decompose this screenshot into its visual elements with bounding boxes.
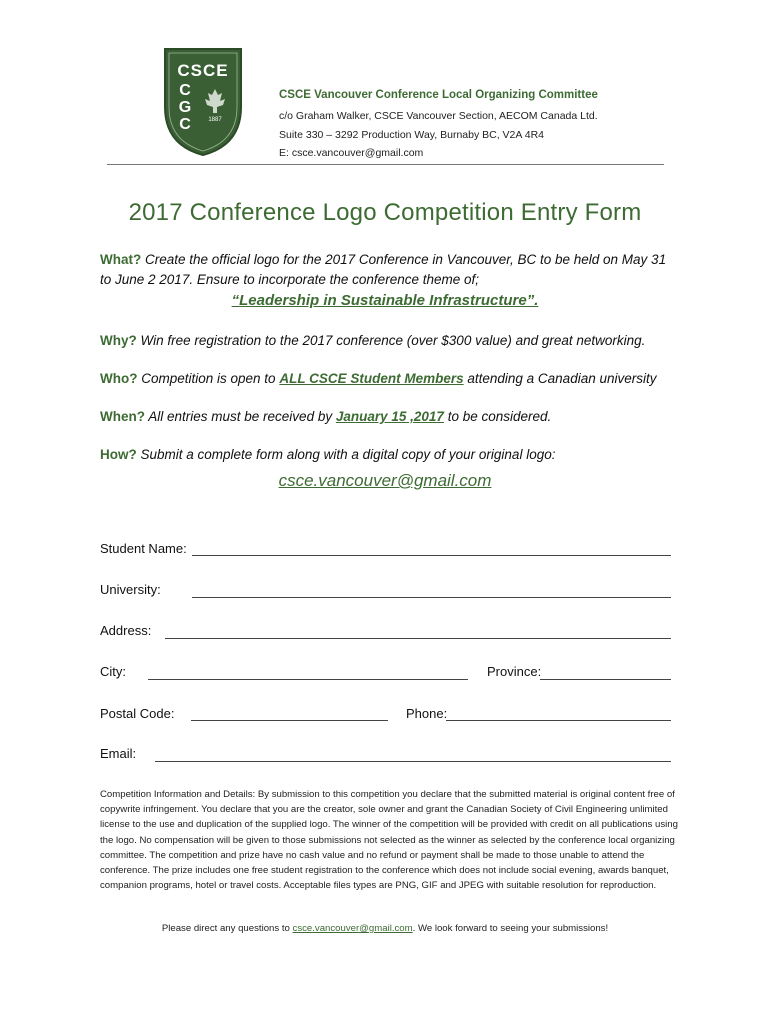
student-name-field[interactable] [192, 555, 671, 556]
postal-code-field[interactable] [191, 720, 388, 721]
why-paragraph [100, 331, 680, 351]
footer-email-link[interactable]: csce.vancouver@gmail.com [292, 923, 413, 934]
csce-logo [163, 45, 243, 157]
footer-note [0, 923, 770, 934]
page-title: 2017 Conference Logo Competition Entry Form [128, 199, 642, 226]
how-paragraph [100, 445, 680, 465]
when-text-before: All entries must be received by [145, 409, 336, 424]
when-deadline: January 15 ,2017 [335, 409, 444, 424]
who-text-after: attending a Canadian university [463, 371, 657, 386]
what-text: Create the official logo for the 2017 Conference in Vancouver, BC to be held on May 31 to June 2 2017. Ensure to incorporate the conference theme of; [100, 252, 667, 287]
university-label: University: [100, 582, 161, 597]
footer-text-after: . We look forward to seeing your submissions! [412, 923, 609, 934]
student-name-label: Student Name: [100, 541, 187, 556]
phone-label: Phone: [406, 706, 448, 721]
theme-text: “Leadership in Sustainable Infrastructure”. [231, 292, 539, 309]
header-email: E: csce.vancouver@gmail.com [279, 147, 424, 159]
why-label: Why? [100, 333, 137, 348]
logo-csce-text: CSCE [177, 61, 229, 80]
city-label: City: [100, 664, 126, 679]
postal-code-label: Postal Code: [100, 706, 175, 721]
what-paragraph [100, 250, 680, 290]
email-label: Email: [100, 746, 137, 761]
address-label: Address: [100, 623, 152, 638]
province-label: Province: [487, 664, 542, 679]
how-text: Submit a complete form along with a digital copy of your original logo: [136, 447, 556, 462]
submission-email-link[interactable]: csce.vancouver@gmail.com [278, 471, 492, 490]
province-field[interactable] [540, 679, 671, 680]
conference-theme [0, 292, 770, 309]
logo-letter-c2: C [179, 116, 191, 133]
who-label: Who? [100, 371, 138, 386]
city-field[interactable] [148, 679, 468, 680]
header-address: Suite 330 – 3292 Production Way, Burnaby BC, V2A 4R4 [279, 129, 544, 141]
email-field[interactable] [155, 761, 671, 762]
logo-letter-c: C [179, 82, 191, 99]
who-emphasis: ALL CSCE Student Members [279, 371, 464, 386]
footer-text-before: Please direct any questions to [161, 923, 293, 934]
logo-letter-g: G [178, 99, 192, 116]
header-organization: CSCE Vancouver Conference Local Organizing Committee [279, 89, 598, 101]
address-field[interactable] [165, 638, 671, 639]
how-label: How? [100, 447, 137, 462]
when-label: When? [100, 409, 145, 424]
when-text-after: to be considered. [443, 409, 552, 424]
competition-details: Competition Information and Details: By submission to this competition you declare that the submitted material is original content free of copywrite infringement. You declare that you are the creator, sole owner and grant the Canadian Society of Civil Engineering unlimited license to the use and duplication of the supplied logo. The winner of the competition will be provided with credit on all publications using the logo. No compensation will be given to those submissions not selected as the winner as selected by the conference local organizing committee. The competition and prize have no cash value and no refund or payment shall be made to those unable to attend the conference. The prize includes one free student registration to the conference which does not include social evening, awards banquet, companion programs, hotel or travel costs. Acceptable files types are PNG, GIF and JPEG with suitable resolution for reproduction. [100, 789, 678, 892]
when-paragraph [100, 407, 680, 427]
why-text: Win free registration to the 2017 conference (over $300 value) and great networking. [136, 333, 646, 348]
university-field[interactable] [192, 597, 671, 598]
header-divider [107, 164, 664, 165]
logo-year: 1887 [208, 117, 222, 123]
who-text-before: Competition is open to [137, 371, 280, 386]
header-care-of: c/o Graham Walker, CSCE Vancouver Section, AECOM Canada Ltd. [279, 110, 598, 122]
who-paragraph [100, 369, 680, 389]
phone-field[interactable] [446, 720, 671, 721]
what-label: What? [100, 252, 142, 267]
